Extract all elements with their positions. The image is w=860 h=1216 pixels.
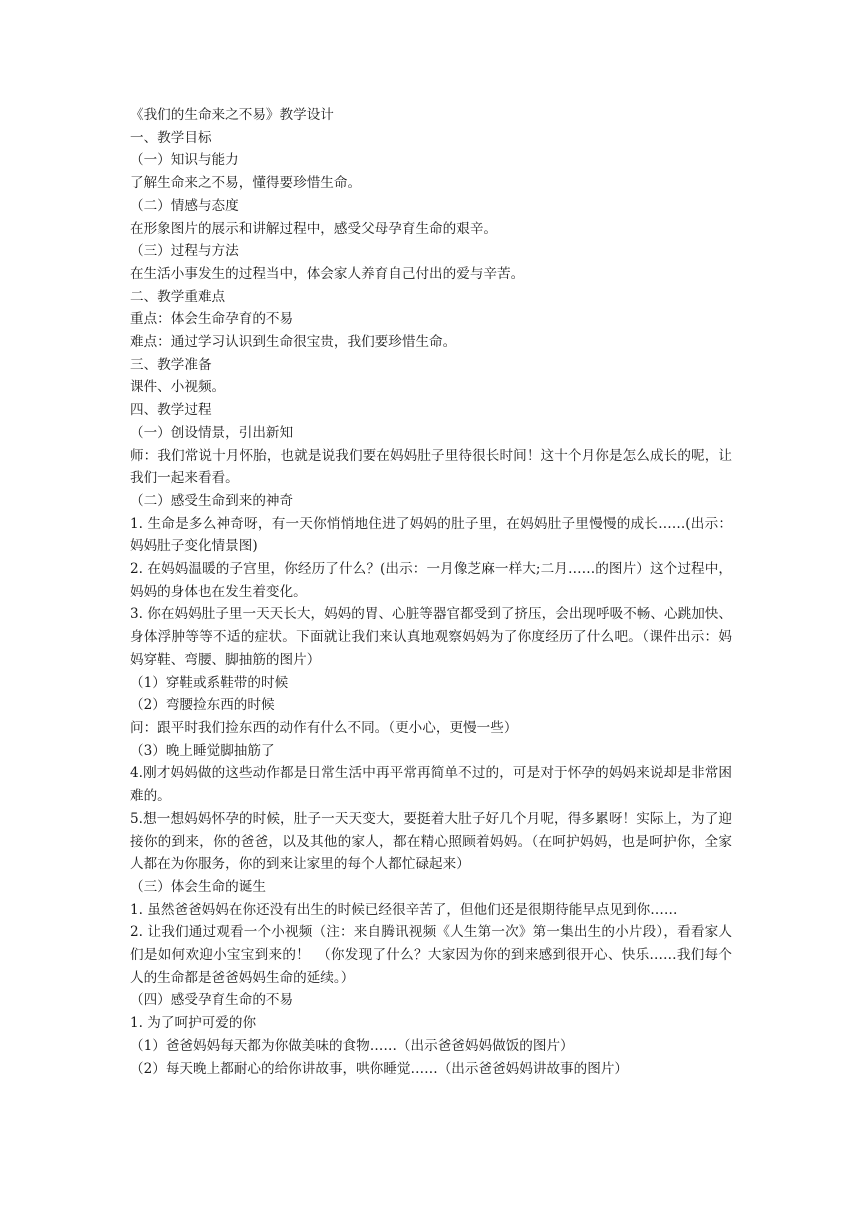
- section-heading-process: 四、教学过程: [130, 402, 212, 419]
- section-heading-objectives: 一、教学目标: [130, 129, 212, 146]
- document-title: 《我们的生命来之不易》教学设计: [130, 107, 334, 123]
- paragraph: 在形象图片的展示和讲解过程中，感受父母孕育生命的艰辛。: [130, 220, 498, 237]
- list-item: （2）每天晚上都耐心的给你讲故事，哄你睡觉……（出示爸爸妈妈讲故事的图片）: [130, 1060, 629, 1077]
- list-item: （2）弯腰捡东西的时候: [130, 697, 275, 714]
- paragraph: 课件、小视频。: [130, 379, 226, 396]
- paragraph: 3. 你在妈妈肚子里一天天长大，妈妈的胃、心脏等器官都受到了挤压，会出现呼吸不畅、心跳加快、身体浮肿等等不适的症状。下面就让我们来认真地观察妈妈为了你度经历了什么吧。（课件出示：妈妈穿鞋、弯腰、脚抽筋的图片）: [130, 606, 732, 668]
- subsection-heading: （四）感受孕育生命的不易: [130, 992, 294, 1009]
- paragraph: 1. 虽然爸爸妈妈在你还没有出生的时候已经很辛苦了，但他们还是很期待能早点见到你……: [130, 901, 678, 918]
- list-item: （1）穿鞋或系鞋带的时候: [130, 674, 289, 691]
- subsection-heading: （三）体会生命的诞生: [130, 878, 266, 895]
- list-item: （1）爸爸妈妈每天都为你做美味的食物……（出示爸爸妈妈做饭的图片）: [130, 1037, 574, 1054]
- subsection-heading: （一）创设情景，引出新知: [130, 424, 294, 441]
- paragraph: 难点：通过学习认识到生命很宝贵，我们要珍惜生命。: [130, 334, 457, 351]
- paragraph: 1. 生命是多么神奇呀，有一天你悄悄地住进了妈妈的肚子里，在妈妈肚子里慢慢的成长……(出示：妈妈肚子变化情景图): [130, 515, 732, 555]
- section-heading-key-points: 二、教学重难点: [130, 288, 226, 305]
- subsection-heading: （二）情感与态度: [130, 197, 239, 214]
- paragraph: 在生活小事发生的过程当中，体会家人养育自己付出的爱与辛苦。: [130, 265, 525, 282]
- subsection-heading: （二）感受生命到来的神奇: [130, 492, 294, 509]
- section-heading-preparation: 三、教学准备: [130, 356, 212, 373]
- paragraph: 2. 让我们通过观看一个小视频（注：来自腾讯视频《人生第一次》第一集出生的小片段），看看家人们是如何欢迎小宝宝到来的！ （你发现了什么？大家因为你的到来感到很开心、快乐……我们每个人的生命都是爸爸妈妈生命的延续。）: [130, 924, 732, 986]
- paragraph: 2. 在妈妈温暖的子宫里，你经历了什么？(出示：一月像芝麻一样大;二月……的图片）这个过程中，妈妈的身体也在发生着变化。: [130, 561, 732, 600]
- document-page: [130, 104, 732, 1080]
- paragraph: 重点：体会生命孕育的不易: [130, 311, 294, 328]
- paragraph: 了解生命来之不易，懂得要珍惜生命。: [130, 175, 362, 192]
- paragraph: 师：我们常说十月怀胎，也就是说我们要在妈妈肚子里待很长时间！这十个月你是怎么成长的呢，让我们一起来看看。: [130, 447, 732, 487]
- paragraph: 1. 为了呵护可爱的你: [130, 1015, 257, 1032]
- list-item: （3）晚上睡觉脚抽筋了: [130, 742, 275, 759]
- subsection-heading: （一）知识与能力: [130, 152, 239, 169]
- paragraph: 5.想一想妈妈怀孕的时候，肚子一天天变大，要挺着大肚子好几个月呢，得多累呀！实际上，为了迎接你的到来，你的爸爸，以及其他的家人，都在精心照顾着妈妈。（在呵护妈妈，也是呵护你，全家人都在为你服务，你的到来让家里的每个人都忙碌起来）: [130, 810, 732, 873]
- subsection-heading: （三）过程与方法: [130, 243, 239, 260]
- paragraph: 4.刚才妈妈做的这些动作都是日常生活中再平常再简单不过的，可是对于怀孕的妈妈来说却是非常困难的。: [130, 765, 732, 805]
- paragraph: 问：跟平时我们捡东西的动作有什么不同。（更小心，更慢一些）: [130, 719, 518, 736]
